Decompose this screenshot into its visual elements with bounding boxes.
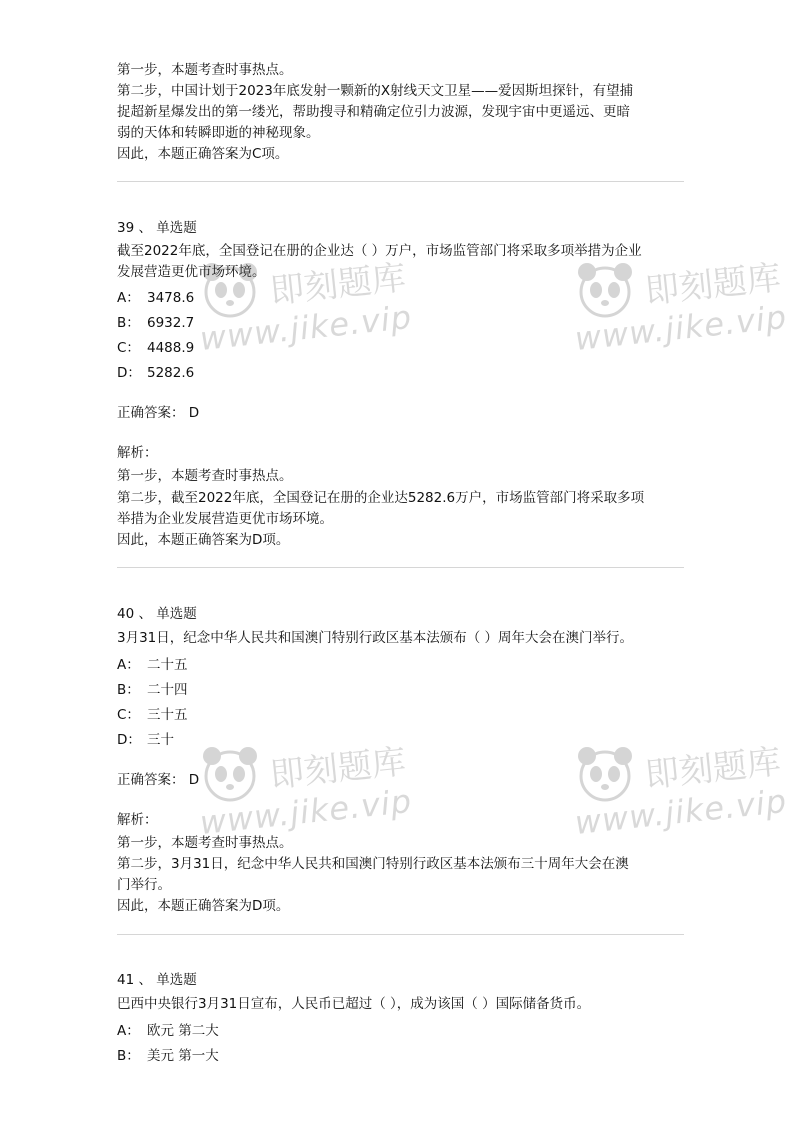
analysis-line: 因此，本题正确答案为D项。 [117, 532, 290, 548]
watermark-name: 即刻题库 [643, 741, 783, 796]
watermark-name: 即刻题库 [268, 741, 408, 796]
option-key: B： [117, 682, 140, 698]
option-key: C： [117, 707, 140, 723]
option-text: 二十四 [147, 682, 188, 698]
prev-analysis-line: 弱的天体和转瞬即逝的神秘现象。 [117, 125, 320, 141]
option-text: 三十 [147, 732, 174, 748]
question-stem: 巴西中央银行3月31日宣布，人民币已超过（ ），成为该国（ ）国际储备货币。 [117, 996, 591, 1012]
analysis-line: 因此，本题正确答案为D项。 [117, 898, 290, 914]
option-key: B： [117, 1048, 140, 1064]
option-d[interactable] [117, 730, 174, 750]
option-key: C： [117, 340, 140, 356]
option-text: 美元 第一大 [147, 1048, 219, 1064]
question-stem: 3月31日，纪念中华人民共和国澳门特别行政区基本法颁布（ ）周年大会在澳门举行。 [117, 630, 634, 646]
option-c[interactable] [117, 338, 194, 358]
option-key: A： [117, 1023, 140, 1039]
watermark-name: 即刻题库 [268, 257, 408, 312]
option-a[interactable] [117, 1021, 219, 1041]
prev-analysis-line: 捉超新星爆发出的第一缕光，帮助搜寻和精确定位引力波源，发现宇宙中更遥远、更暗 [117, 104, 630, 120]
option-text: 4488.9 [147, 340, 195, 356]
analysis-line: 第一步，本题考查时事热点。 [117, 835, 293, 851]
option-b[interactable] [117, 680, 188, 700]
option-c[interactable] [117, 705, 188, 725]
option-a[interactable] [117, 655, 188, 675]
watermark-url: www.jike.vip [198, 781, 414, 842]
option-text: 3478.6 [147, 290, 195, 306]
option-text: 5282.6 [147, 365, 195, 381]
option-text: 欧元 第二大 [147, 1023, 219, 1039]
watermark-url: www.jike.vip [573, 297, 789, 358]
prev-analysis-line: 因此，本题正确答案为C项。 [117, 146, 289, 162]
watermark [575, 258, 800, 388]
option-text: 三十五 [147, 707, 188, 723]
analysis-line: 第二步，截至2022年底，全国登记在册的企业达5282.6万户，市场监管部门将采取多项 [117, 490, 645, 506]
analysis-line: 门举行。 [117, 877, 171, 893]
panda-icon [575, 258, 645, 322]
divider [117, 934, 684, 935]
option-key: A： [117, 290, 140, 306]
question-header: 40 、 单选题 [117, 606, 197, 622]
option-text: 6932.7 [147, 315, 195, 331]
analysis-line: 第二步，3月31日，纪念中华人民共和国澳门特别行政区基本法颁布三十周年大会在澳 [117, 856, 629, 872]
analysis-label: 解析： [117, 445, 158, 461]
watermark [575, 742, 800, 872]
question-header: 39 、 单选题 [117, 220, 197, 236]
analysis-line: 举措为企业发展营造更优市场环境。 [117, 511, 333, 527]
correct-answer: 正确答案： D [117, 772, 200, 788]
divider [117, 181, 684, 182]
correct-answer: 正确答案： D [117, 405, 200, 421]
option-key: A： [117, 657, 140, 673]
divider [117, 567, 684, 568]
option-a[interactable] [117, 288, 194, 308]
watermark-url: www.jike.vip [198, 297, 414, 358]
question-header: 41 、 单选题 [117, 972, 197, 988]
option-b[interactable] [117, 313, 194, 333]
watermark-name: 即刻题库 [643, 257, 783, 312]
question-stem: 发展营造更优市场环境。 [117, 264, 266, 280]
prev-analysis-line: 第二步，中国计划于2023年底发射一颗新的X射线天文卫星——爱因斯坦探针，有望捕 [117, 83, 634, 99]
question-stem: 截至2022年底，全国登记在册的企业达（ ）万户，市场监管部门将采取多项举措为企业 [117, 243, 642, 259]
option-d[interactable] [117, 363, 194, 383]
panda-icon [575, 742, 645, 806]
option-key: D： [117, 732, 141, 748]
analysis-label: 解析： [117, 812, 158, 828]
prev-analysis-line: 第一步，本题考查时事热点。 [117, 62, 293, 78]
option-key: D： [117, 365, 141, 381]
option-b[interactable] [117, 1046, 219, 1066]
analysis-line: 第一步，本题考查时事热点。 [117, 468, 293, 484]
option-key: B： [117, 315, 140, 331]
watermark-url: www.jike.vip [573, 781, 789, 842]
option-text: 二十五 [147, 657, 188, 673]
panda-icon [200, 742, 270, 806]
